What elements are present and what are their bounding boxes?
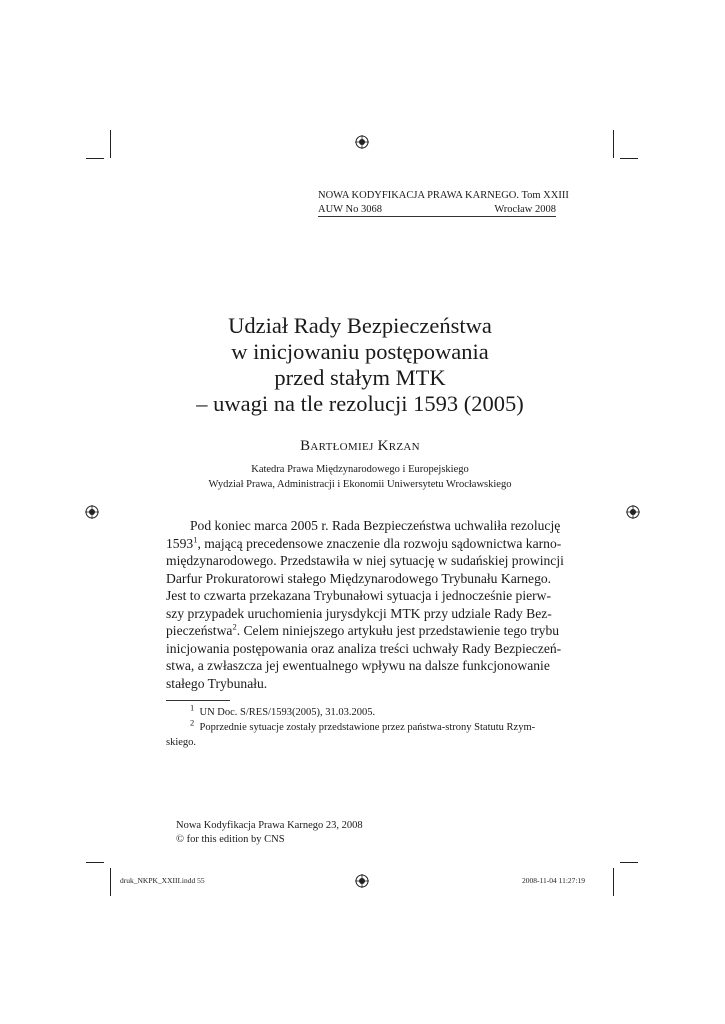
- header-rule: [318, 216, 556, 217]
- registration-target-icon: [626, 505, 640, 519]
- registration-target-icon: [85, 505, 99, 519]
- title-line: przed stałym MTK: [274, 365, 446, 390]
- body-line: Jest to czwarta przekazana Trybunałowi sytuacja i jednocześnie pierw-: [166, 588, 552, 603]
- affiliation: [130, 462, 590, 492]
- footnote-continuation: skiego.: [166, 737, 197, 748]
- body-line: stałego Trybunału.: [166, 675, 268, 691]
- registration-target-icon: [355, 874, 369, 888]
- crop-mark-bottom-right-v: [613, 868, 614, 896]
- title-line: w inicjowaniu postępowania: [231, 339, 489, 364]
- body-line: inicjowania postępowania oraz analiza treści uchwały Rady Bezpieczeń-: [166, 640, 562, 656]
- body-line: szy przypadek uruchomienia jurysdykcji MTK przy udziale Rady Bez-: [166, 605, 552, 621]
- body-paragraph: [166, 517, 564, 692]
- footnote-ref-1[interactable]: 1: [193, 533, 198, 544]
- title-line: – uwagi na tle rezolucji 1593 (2005): [196, 391, 524, 416]
- author-name: Bartłomiej Krzan: [300, 438, 420, 454]
- crop-mark-bottom-right-h: [620, 862, 638, 863]
- crop-mark-top-right-h: [620, 158, 638, 159]
- file-slug: druk_NKPK_XXIII.indd 55: [120, 876, 205, 885]
- footnote-number: 1: [190, 702, 195, 713]
- body-line: Darfur Prokuratorowi stałego Międzynarodowego Trybunału Karnego.: [166, 570, 552, 586]
- footnotes: [166, 702, 556, 750]
- registration-target-icon: [355, 135, 369, 149]
- body-line: Pod koniec marca 2005 r. Rada Bezpieczeństwa uchwaliła rezolucję: [190, 518, 561, 533]
- footnote-text: Poprzednie sytuacje zostały przedstawione przez państwa-strony Statutu Rzym-: [199, 722, 536, 733]
- footnote-1: [166, 702, 556, 720]
- copyright-block: [176, 819, 363, 847]
- body-line: stwa, a zwłaszcza jej ewentualnego wpływu na dalsze funkcjonowanie: [166, 658, 550, 673]
- copyright-line: Nowa Kodyfikacja Prawa Karnego 23, 2008: [176, 820, 363, 831]
- body-line: pieczeństwa$^2$. Celem niniejszego artykułu jest przedstawienie tego trybu: [166, 621, 560, 638]
- crop-mark-top-left-v: [110, 130, 111, 158]
- affiliation-line: Katedra Prawa Międzynarodowego i Europejskiego: [251, 464, 469, 475]
- footnote-text: UN Doc. S/RES/1593(2005), 31.03.2005.: [199, 707, 376, 718]
- crop-mark-top-left-h: [86, 158, 104, 159]
- copyright-line: © for this edition by CNS: [176, 834, 285, 845]
- body-line: międzynarodowego. Przedstawiła w niej sytuację w sudańskiej prowincji: [166, 553, 564, 568]
- title-line: Udział Rady Bezpieczeństwa: [228, 313, 492, 338]
- place-year: Wrocław 2008: [494, 204, 556, 215]
- crop-mark-bottom-left-v: [110, 868, 111, 896]
- crop-mark-bottom-left-h: [86, 862, 104, 863]
- footnote-rule: [166, 700, 230, 701]
- article-title: [160, 313, 560, 417]
- timestamp-slug: 2008-11-04 11:27:19: [522, 876, 585, 885]
- series-number: AUW No 3068: [318, 204, 382, 215]
- running-header: [318, 189, 569, 217]
- footnote-ref-2[interactable]: 2: [232, 621, 237, 632]
- footnote-2: [166, 717, 556, 735]
- body-line: 1593$^1$, mającą precedensowe znaczenie dla rozwoju sądownictwa karno-: [166, 533, 562, 551]
- crop-mark-top-right-v: [613, 130, 614, 158]
- affiliation-line: Wydział Prawa, Administracji i Ekonomii Uniwersytetu Wrocławskiego: [208, 479, 512, 490]
- footnote-number: 2: [190, 717, 195, 728]
- journal-title: NOWA KODYFIKACJA PRAWA KARNEGO. Tom XXIII: [318, 190, 569, 201]
